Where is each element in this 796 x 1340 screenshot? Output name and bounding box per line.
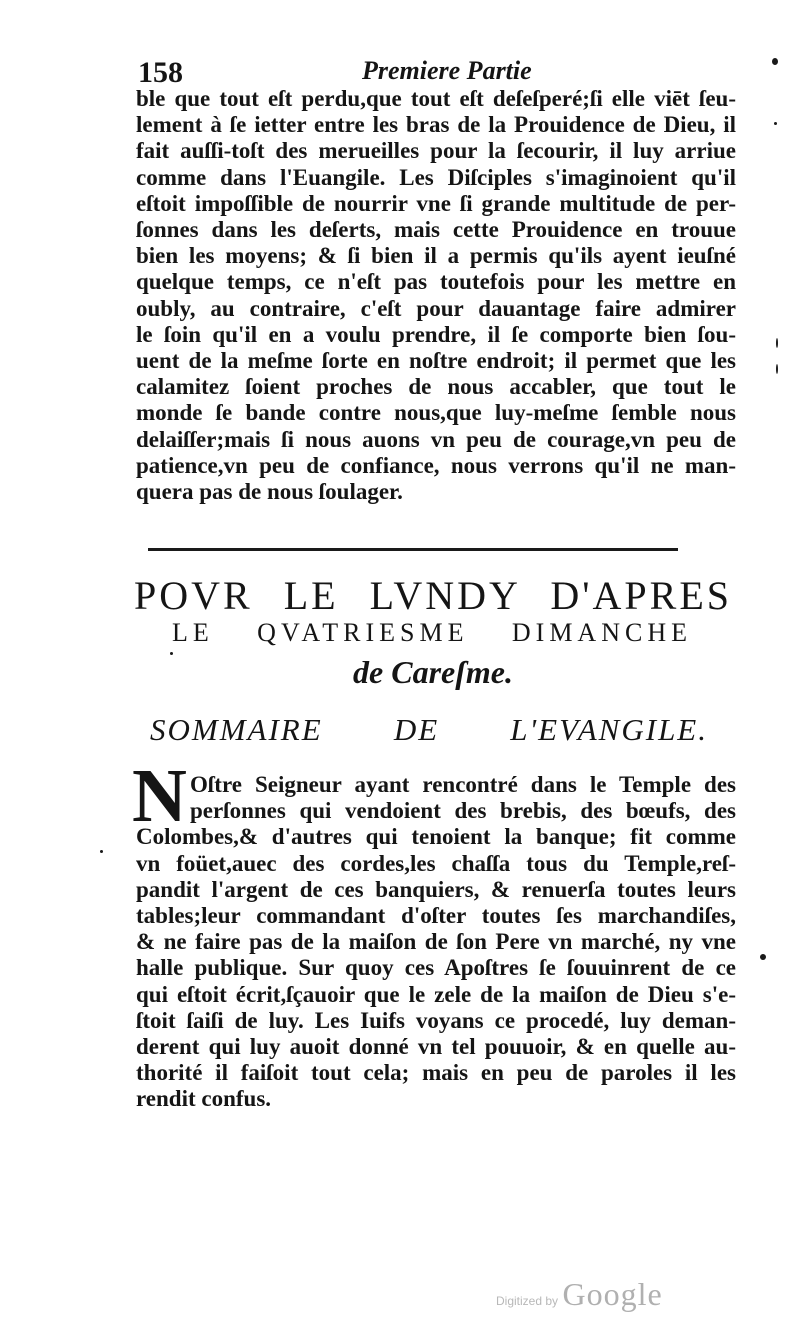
ink-speck bbox=[170, 652, 173, 655]
text-line: quelque temps, ce n'eſt pas toutefois pour les mettre en bbox=[136, 269, 736, 295]
text-line: thorité il faiſoit tout cela; mais en peu de paroles il les bbox=[136, 1060, 736, 1086]
section-title-line3: de Careſme. bbox=[353, 654, 513, 690]
text-line: eſtoit impoſſible de nourrir vne ſi grande multitude de per- bbox=[136, 190, 736, 216]
text-line: halle publique. Sur quoy ces Apoſtres ſe ſouuinrent de ce bbox=[136, 955, 736, 981]
watermark-prefix: Digitized by bbox=[496, 1294, 559, 1308]
text-line: monde ſe bande contre nous,que luy-meſme ſemble nous bbox=[136, 400, 736, 426]
watermark-logo: Google bbox=[562, 1276, 663, 1312]
ink-speck bbox=[772, 58, 778, 65]
text-line: rendit confus. bbox=[136, 1086, 272, 1112]
running-head: Premiere Partie bbox=[362, 56, 532, 85]
text-line: ſonnes dans les deſerts, mais cette Prouidence en trouue bbox=[136, 217, 736, 243]
digitization-watermark bbox=[496, 1276, 663, 1313]
text-line: perſonnes qui vendoient des brebis, des bœufs, des bbox=[190, 798, 736, 824]
paragraph-continued bbox=[136, 86, 736, 505]
text-line: qui eſtoit écrit,ſçauoir que le zele de la maiſon de Dieu s'e- bbox=[136, 981, 736, 1007]
ink-speck bbox=[776, 338, 778, 348]
text-line: calamitez ſoient proches de nous accabler, que tout le bbox=[136, 374, 736, 400]
text-line: le ſoin qu'il en a voulu prendre, il ſe comporte bien ſou- bbox=[136, 321, 736, 347]
text-line: bien les moyens; & ſi bien il a permis qu'ils ayent ieuſné bbox=[136, 243, 736, 269]
text-line: delaiſſer;mais ſi nous auons vn peu de courage,vn peu de bbox=[136, 426, 736, 452]
ink-speck bbox=[100, 850, 103, 853]
paragraph-summary bbox=[136, 772, 736, 1113]
text-line: pandit l'argent de ces banquiers, & renuerſa toutes leurs bbox=[136, 876, 736, 902]
ink-speck bbox=[774, 122, 777, 125]
ink-speck bbox=[760, 954, 766, 960]
ink-speck bbox=[776, 364, 778, 374]
section-rule bbox=[148, 548, 678, 551]
text-line: tables;leur commandant d'oſter toutes ſes marchandiſes, bbox=[136, 903, 736, 929]
text-line: oubly, au contraire, c'eſt pour dauantage faire admirer bbox=[136, 295, 736, 321]
section-title-line1: POVR LE LVNDY D'APRES bbox=[134, 573, 732, 618]
text-line: Oſtre Seigneur ayant rencontré dans le Temple des bbox=[190, 772, 736, 797]
drop-cap: N bbox=[132, 754, 187, 838]
text-line: & ne faire pas de la maiſon de ſon Pere vn marché, ny vne bbox=[136, 929, 736, 955]
text-line: derent qui luy auoit donné vn tel pouuoir, & en quelle au- bbox=[136, 1034, 736, 1060]
text-line: ble que tout eſt perdu,que tout eſt deſeſperé;ſi elle viēt ſeu- bbox=[136, 86, 736, 111]
text-line: ſtoit ſaiſi de luy. Les Iuifs voyans ce procedé, luy deman- bbox=[136, 1007, 736, 1033]
page-number: 158 bbox=[138, 56, 183, 89]
section-title-line2: LE QVATRIESME DIMANCHE bbox=[172, 618, 692, 647]
text-line: lement à ſe ietter entre les bras de la Prouidence de Dieu, il bbox=[136, 112, 736, 138]
text-line: Colombes,& d'autres qui tenoient la banque; fit comme bbox=[136, 824, 736, 850]
text-line: uent de la meſme ſorte en noſtre endroit; il permet que les bbox=[136, 348, 736, 374]
text-line: patience,vn peu de confiance, nous verrons qu'il ne man- bbox=[136, 452, 736, 478]
text-line: vn foüet,auec des cordes,les chaſſa tous du Temple,reſ- bbox=[136, 850, 736, 876]
subheading: SOMMAIRE DE L'EVANGILE. bbox=[150, 712, 708, 747]
text-line: comme dans l'Euangile. Les Diſciples s'imaginoient qu'il bbox=[136, 164, 736, 190]
text-line: quera pas de nous ſoulager. bbox=[136, 479, 403, 505]
text-line: fait auſſi-toſt des merueilles pour la ſecourir, il luy arriue bbox=[136, 138, 736, 164]
